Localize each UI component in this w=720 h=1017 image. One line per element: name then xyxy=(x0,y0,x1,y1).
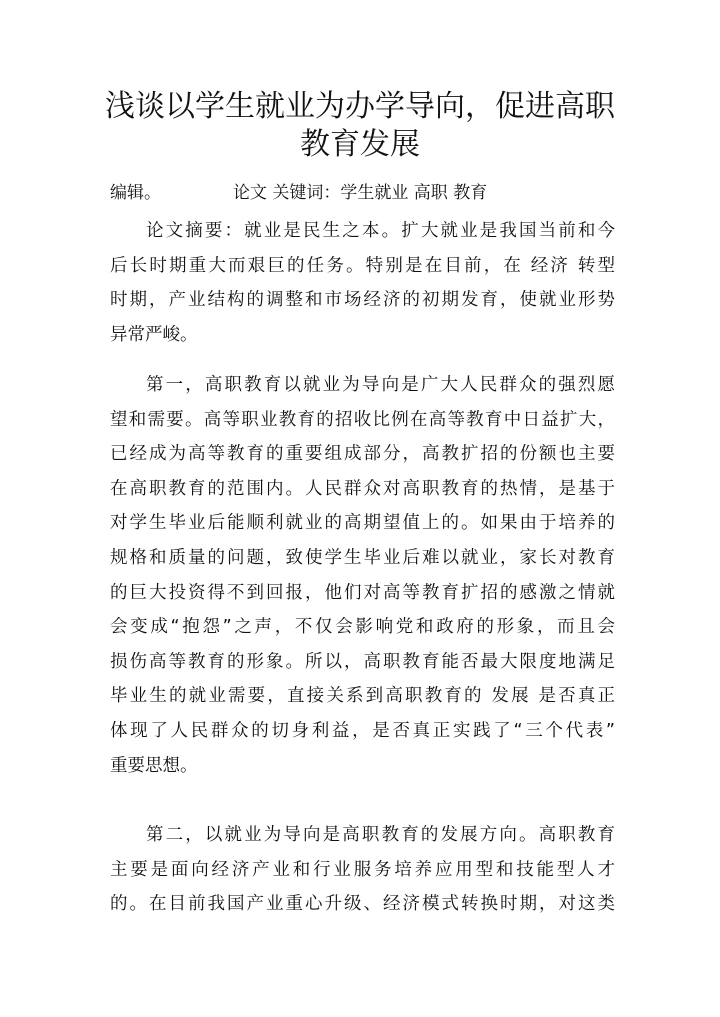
paragraph-line: 望和需要。高等职业教育的招收比例在高等教育中日益扩大， xyxy=(110,409,615,430)
paragraph-line: 第一，高职教育以就业为导向是广大人民群众的强烈愿 xyxy=(146,375,615,395)
paragraph-line: 损伤高等教育的形象。所以，高职教育能否最大限度地满足 xyxy=(110,651,615,672)
paragraph-line: 第二，以就业为导向是高职教育的发展方向。高职教育 xyxy=(146,825,615,845)
paragraph-first-point xyxy=(110,368,615,783)
document-title-line-2: 教育发展 xyxy=(300,127,420,162)
keywords-line: 论文 关键词：学生就业 高职 教育 xyxy=(233,183,488,203)
paragraph-line: 毕业生的就业需要，直接关系到高职教育的 发展 是否真正 xyxy=(110,686,615,707)
paragraph-line: 体现了人民群众的切身利益，是否真正实践了“三个代表” xyxy=(110,720,615,741)
paragraph-line: 会变成“抱怨”之声，不仅会影响党和政府的形象，而且会 xyxy=(110,617,615,638)
paragraph-line: 异常严峻。 xyxy=(110,324,198,345)
paragraph-line: 的巨大投资得不到回报，他们对高等教育扩招的感激之情就 xyxy=(110,582,615,603)
paragraph-line: 论文摘要：就业是民生之本。扩大就业是我国当前和今 xyxy=(146,221,615,241)
paragraph-line: 对学生毕业后能顺利就业的高期望值上的。如果由于培养的 xyxy=(110,513,615,534)
paragraph-line: 的。在目前我国产业重心升级、经济模式转换时期，对这类 xyxy=(110,894,615,915)
document-title-line-1: 浅谈以学生就业为办学导向，促进高职 xyxy=(105,89,615,124)
paragraph-line: 规格和质量的问题，致使学生毕业后难以就业，家长对教育 xyxy=(110,547,615,568)
paragraph-abstract xyxy=(110,214,615,352)
paragraph-line: 已经成为高等教育的重要组成部分，高教扩招的份额也主要 xyxy=(110,444,615,465)
paragraph-line: 时期，产业结构的调整和市场经济的初期发育，使就业形势 xyxy=(110,290,615,311)
paragraph-second-point xyxy=(110,818,615,922)
paragraph-line: 重要思想。 xyxy=(110,755,198,776)
paragraph-line: 后长时期重大而艰巨的任务。特别是在目前，在 经济 转型 xyxy=(110,255,615,276)
paragraph-line: 主要是面向经济产业和行业服务培养应用型和技能型人才 xyxy=(110,859,615,880)
paragraph-line: 在高职教育的范围内。人民群众对高职教育的热情，是基于 xyxy=(110,478,615,499)
document-meta xyxy=(110,178,630,208)
editor-label: 编辑。 xyxy=(110,183,161,203)
